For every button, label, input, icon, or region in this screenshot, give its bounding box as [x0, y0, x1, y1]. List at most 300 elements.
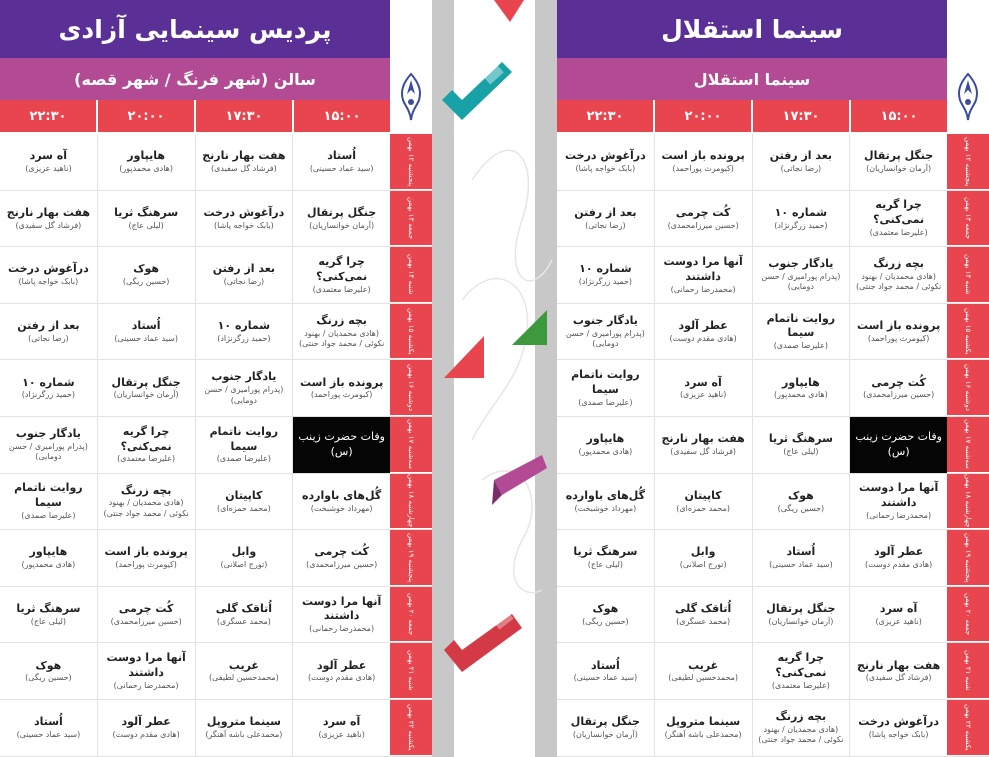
- film-director: (فرشاد گل سفیدی): [15, 220, 82, 230]
- time-slot-1: ۱۵:۰۰: [292, 100, 390, 132]
- screening-cell: [195, 360, 293, 416]
- screening-cell: [97, 587, 195, 643]
- film-director: (پدرام پورامیری / حسن دومایی): [204, 385, 284, 405]
- film-title: جنگل پرتقال: [111, 375, 181, 389]
- screening-cell: [97, 191, 195, 247]
- film-director: (کیومرث پوراحمد): [867, 333, 930, 343]
- screening-cell: [195, 474, 293, 530]
- film-director: (حسین ریگی): [777, 503, 825, 513]
- schedule-row: [557, 247, 989, 304]
- film-title: درآغوش درخت: [203, 205, 285, 219]
- film-director: (تورج اصلانی): [220, 560, 268, 570]
- film-director: (هادی مقدم دوست): [307, 673, 376, 683]
- screening-cell: [292, 191, 390, 247]
- schedule-row: [557, 700, 989, 757]
- time-slot-4: ۲۲:۳۰: [0, 100, 96, 132]
- date-label: دوشنبه ۱۶ بهمن: [947, 360, 989, 416]
- film-title: گُل‌های باوارده: [565, 488, 645, 502]
- film-director: (حسین میرزامحمدی): [306, 560, 378, 570]
- date-label: جمعه ۲۰ بهمن: [947, 587, 989, 643]
- date-label: پنجشنبه ۱۹ بهمن: [947, 530, 989, 586]
- festival-logo-icon: [390, 58, 432, 134]
- film-title: روایت ناتمام سیما: [209, 424, 279, 453]
- film-director: (ناهید عزیزی): [318, 729, 365, 739]
- date-label: دوشنبه ۱۶ بهمن: [390, 360, 432, 416]
- date-label: جمعه ۲۰ بهمن: [390, 587, 432, 643]
- film-title: هفت بهار نارنج: [856, 658, 941, 672]
- film-title: شماره ۱۰: [22, 375, 75, 389]
- screening-cell: [97, 643, 195, 699]
- film-director: (فرشاد گل سفیدی): [211, 164, 277, 174]
- film-title: هفت بهار نارنج: [202, 149, 286, 163]
- screening-cell: [195, 247, 293, 303]
- screening-cell: [0, 304, 97, 360]
- film-title: درآغوش درخت: [565, 149, 646, 163]
- film-director: (علیرضا معتمدی): [771, 680, 830, 690]
- film-title: هوک: [133, 262, 160, 276]
- film-director: (حسین میرزامحمدی): [863, 390, 935, 400]
- film-title: عطر آلود: [316, 658, 367, 672]
- screening-cell: [849, 530, 947, 586]
- film-director: (حسین ریگی): [122, 277, 170, 287]
- film-director: (محمدرضا رحمانی): [866, 511, 932, 520]
- film-title: پرونده باز است: [299, 375, 384, 389]
- screening-cell: [654, 247, 752, 303]
- screening-cell: [849, 360, 947, 416]
- film-title: شماره ۱۰: [217, 318, 271, 332]
- screening-cell: [557, 530, 654, 586]
- film-director: (حمید زرگرنژاد): [578, 277, 633, 287]
- film-director: (حسین میرزامحمدی): [110, 616, 182, 626]
- film-title: بعد از رفتن: [769, 149, 833, 163]
- date-label: شنبه ۲۱ بهمن: [390, 643, 432, 699]
- screening-cell: [752, 304, 850, 360]
- screening-cell: [654, 417, 752, 473]
- left-schedule-panel: [0, 0, 432, 757]
- film-director: (رضا نجاتی): [28, 333, 69, 343]
- screening-cell: [654, 700, 752, 756]
- screening-cell: [292, 304, 390, 360]
- film-title: جنگل پرتقال: [570, 715, 640, 729]
- film-title: هایپاور: [586, 432, 625, 446]
- screening-cell: [97, 304, 195, 360]
- schedule-row: [0, 304, 432, 361]
- screening-cell: [195, 304, 293, 360]
- date-label: پنجشنبه ۱۹ بهمن: [390, 530, 432, 586]
- film-director: (پدرام پورامیری / حسن دومایی): [565, 328, 645, 348]
- screening-cell: [654, 134, 752, 190]
- screening-cell: [97, 360, 195, 416]
- schedule-row: [557, 530, 989, 587]
- schedule-row: [0, 247, 432, 304]
- screening-cell: [752, 587, 850, 643]
- screening-cell: [752, 530, 850, 586]
- screening-cell: [849, 304, 947, 360]
- film-title: آه سرد: [879, 601, 918, 615]
- film-director: (هادی محمدیان / بهنود نکوئی / محمد جواد جنتی): [758, 724, 844, 745]
- film-title: اُستاد: [131, 318, 161, 332]
- screening-cell: [0, 474, 97, 530]
- schedule-row: [557, 474, 989, 531]
- film-title: سرهنگ ثریا: [114, 205, 179, 219]
- film-title: روایت ناتمام سیما: [766, 311, 836, 340]
- schedule-row: [557, 134, 989, 191]
- film-director: (مهرداد خوشبخت): [310, 503, 373, 513]
- screening-cell: [654, 191, 752, 247]
- film-director: (فرشاد گل سفیدی): [865, 673, 932, 683]
- film-title: یادگار جنوب: [768, 257, 834, 271]
- film-title: آنها مرا دوست داشتند: [301, 594, 382, 623]
- date-label: سه‌شنبه ۱۷ بهمن: [390, 417, 432, 473]
- film-title: چرا گریه نمی‌کنی؟: [775, 651, 827, 679]
- film-title: بعد از رفتن: [17, 318, 80, 332]
- film-title: اُستاد: [33, 715, 63, 729]
- screening-cell: [195, 191, 293, 247]
- film-director: (علیرضا صمدی): [216, 454, 271, 464]
- film-director: (حسین میرزامحمدی): [667, 220, 739, 230]
- time-slot-4: ۲۲:۳۰: [557, 100, 653, 132]
- film-director: (محمد عسگری): [676, 616, 731, 626]
- schedule-row: [0, 191, 432, 248]
- screening-cell: [557, 474, 654, 530]
- date-label: شنبه ۱۴ بهمن: [390, 247, 432, 303]
- film-director: (محمد حمزه‌ای): [676, 503, 730, 513]
- film-director: (محمدحسین لطیفی): [668, 673, 739, 683]
- film-director: (حمید زرگرنژاد): [774, 220, 828, 230]
- film-title: درآغوش درخت: [8, 262, 89, 276]
- film-director: (آرمان خوانساریان): [309, 220, 375, 230]
- screening-cell: [849, 247, 947, 303]
- schedule-row: [0, 643, 432, 700]
- right-schedule-panel: [557, 0, 989, 757]
- screening-cell: [292, 643, 390, 699]
- film-director: (فرشاد گل سفیدی): [670, 446, 737, 456]
- date-label: یکشنبه ۲۲ بهمن: [947, 700, 989, 756]
- screening-cell: [849, 191, 947, 247]
- film-director: (هادی مقدم دوست): [864, 560, 933, 570]
- film-director: (پدرام پورامیری / حسن دومایی): [761, 272, 841, 292]
- film-director: (هادی محمدیان / بهنود نکوئی / محمد جواد جنتی): [299, 328, 385, 348]
- screening-cell: [292, 474, 390, 530]
- film-director: (رضا نجاتی): [223, 277, 265, 287]
- film-title: چرا گریه نمی‌کنی؟: [120, 424, 172, 453]
- screening-cell: [195, 700, 293, 756]
- hall-name: سالن (شهر فرنگ / شهر قصه): [0, 58, 390, 100]
- screening-cell: [292, 530, 390, 586]
- screening-cell: [752, 474, 850, 530]
- screening-cell: [0, 247, 97, 303]
- screening-cell: [0, 360, 97, 416]
- date-label: یکشنبه ۱۵ بهمن: [390, 304, 432, 360]
- film-title: کُت چرمی: [118, 601, 174, 615]
- screening-cell: [849, 587, 947, 643]
- screening-cell: [654, 360, 752, 416]
- film-director: (ناهید عزیزی): [875, 616, 922, 626]
- schedule-row: [0, 530, 432, 587]
- schedule-row: [0, 474, 432, 531]
- film-director: (هادی محمدپور): [578, 446, 633, 456]
- film-director: (هادی محمدیان / بهنود نکوئی / محمد جواد جنتی): [103, 498, 189, 518]
- film-director: (آرمان خوانساریان): [866, 164, 932, 174]
- film-title: عطر آلود: [121, 715, 171, 729]
- film-title: آه سرد: [322, 715, 361, 729]
- screening-cell: [195, 530, 293, 586]
- screening-cell: [97, 530, 195, 586]
- screening-cell: [0, 134, 97, 190]
- film-title: بچه زرنگ: [316, 313, 367, 327]
- film-title: کُت چرمی: [871, 375, 926, 389]
- film-director: (علیرضا معتمدی): [117, 454, 176, 464]
- film-director: (محمد عسگری): [216, 616, 271, 626]
- time-slot-2: ۱۷:۳۰: [751, 100, 849, 132]
- schedule-row: [0, 360, 432, 417]
- film-director: (محمدحسین لطیفی): [208, 673, 279, 683]
- film-title: هفت بهار نارنج: [661, 432, 745, 446]
- film-title: جنگل پرتقال: [864, 149, 934, 163]
- screening-cell: [195, 134, 293, 190]
- film-title: پرونده باز است: [661, 149, 745, 163]
- film-title: آنها مرا دوست داشتند: [663, 254, 743, 283]
- film-director: (پدرام پورامیری / حسن دومایی): [8, 441, 88, 462]
- film-title: گُل‌های باوارده: [302, 488, 382, 502]
- film-title: کُت چرمی: [675, 205, 731, 219]
- screening-cell: [292, 587, 390, 643]
- film-director: (بابک خواجه پاشا): [18, 277, 79, 287]
- film-title: وابل: [690, 545, 716, 559]
- film-director: (رضا نجاتی): [780, 164, 822, 174]
- screening-cell: [752, 360, 850, 416]
- film-director: (علیرضا معتمدی): [312, 284, 371, 294]
- screening-cell: [849, 700, 947, 756]
- schedule-row: [557, 191, 989, 248]
- schedule-row: [0, 134, 432, 191]
- film-director: (کیومرث پوراحمد): [310, 390, 373, 400]
- film-director: (علیرضا صمدی): [773, 341, 828, 351]
- film-title: هایپاور: [782, 375, 820, 389]
- film-title: یادگار جنوب: [15, 426, 81, 440]
- screening-cell: [752, 247, 850, 303]
- film-title: اُتاقک گلی: [215, 601, 273, 615]
- film-title: یادگار جنوب: [211, 370, 277, 384]
- screening-cell: [292, 134, 390, 190]
- holiday-cell: [292, 417, 390, 473]
- screening-cell: [557, 700, 654, 756]
- film-title: شماره ۱۰: [774, 205, 828, 219]
- film-director: (ناهید عزیزی): [25, 164, 72, 174]
- film-director: (هادی محمدپور): [119, 164, 174, 174]
- screening-cell: [292, 247, 390, 303]
- date-label: جمعه ۱۳ بهمن: [390, 191, 432, 247]
- film-director: (آرمان خوانساریان): [768, 616, 834, 626]
- screening-cell: [557, 247, 654, 303]
- screening-cell: [557, 360, 654, 416]
- film-title: هایپاور: [29, 545, 68, 559]
- film-title: سینما متروپل: [666, 715, 741, 729]
- film-title: کُت چرمی: [314, 545, 369, 559]
- film-director: (هادی مقدم دوست): [669, 333, 737, 343]
- film-title: سرهنگ ثریا: [573, 545, 638, 559]
- film-title: وفات حضرت زینب (س): [298, 429, 385, 458]
- time-slot-3: ۲۰:۰۰: [96, 100, 194, 132]
- film-title: جنگل پرتقال: [307, 205, 377, 219]
- film-director: (لیلی عاج): [783, 446, 819, 456]
- screening-cell: [97, 700, 195, 756]
- screening-cell: [557, 134, 654, 190]
- screening-cell: [557, 417, 654, 473]
- film-director: (محمدعلی باشه آهنگر): [664, 729, 742, 739]
- film-director: (سید عماد حسینی): [309, 164, 374, 174]
- film-director: (ناهید عزیزی): [679, 390, 727, 400]
- screening-cell: [849, 474, 947, 530]
- screening-cell: [752, 134, 850, 190]
- film-title: عطر آلود: [873, 545, 924, 559]
- film-title: بعد از رفتن: [574, 205, 637, 219]
- screening-cell: [292, 360, 390, 416]
- film-title: عطر آلود: [678, 318, 728, 332]
- film-title: اُتاقک گلی: [674, 601, 732, 615]
- screening-cell: [292, 700, 390, 756]
- film-title: هایپاور: [127, 149, 165, 163]
- film-title: یادگار جنوب: [572, 313, 638, 327]
- film-title: کاپیتان: [225, 488, 263, 502]
- schedule-row: [0, 587, 432, 644]
- film-director: (مهرداد خوشبخت): [574, 503, 637, 513]
- film-director: (سید عماد حسینی): [16, 729, 81, 739]
- screening-cell: [0, 643, 97, 699]
- festival-logo-icon: [947, 58, 989, 134]
- film-title: اُستاد: [590, 658, 620, 672]
- film-director: (آرمان خوانساریان): [113, 390, 179, 400]
- film-director: (هادی محمدپور): [774, 390, 828, 400]
- film-director: (هادی محمدپور): [21, 560, 76, 570]
- screening-cell: [0, 530, 97, 586]
- date-label: چهارشنبه ۱۸ بهمن: [390, 474, 432, 530]
- film-director: (محمدعلی باشه آهنگر): [205, 729, 283, 739]
- screening-cell: [0, 700, 97, 756]
- date-label: جمعه ۱۳ بهمن: [947, 191, 989, 247]
- date-label: یکشنبه ۱۵ بهمن: [947, 304, 989, 360]
- film-title: وفات حضرت زینب (س): [855, 429, 942, 458]
- screening-cell: [752, 417, 850, 473]
- film-director: (علیرضا صمدی): [578, 397, 633, 407]
- film-director: (محمدرضا رحمانی): [670, 284, 736, 294]
- cinema-title: سینما استقلال: [557, 0, 947, 58]
- film-title: پرونده باز است: [104, 545, 188, 559]
- film-director: (حمید زرگرنژاد): [217, 333, 271, 343]
- cinema-title: پردیس سینمایی آزادی: [0, 0, 390, 58]
- film-title: غریب: [228, 658, 259, 672]
- date-label: پنجشنبه ۱۲ بهمن: [390, 134, 432, 190]
- date-label: سه‌شنبه ۱۷ بهمن: [947, 417, 989, 473]
- time-slot-3: ۲۰:۰۰: [653, 100, 751, 132]
- date-label: چهارشنبه ۱۸ بهمن: [947, 474, 989, 530]
- time-slot-2: ۱۷:۳۰: [194, 100, 292, 132]
- screening-cell: [654, 643, 752, 699]
- date-label: شنبه ۲۱ بهمن: [947, 643, 989, 699]
- time-header-row: [557, 100, 947, 132]
- film-director: (حسین ریگی): [582, 616, 629, 626]
- film-director: (هادی مقدم دوست): [112, 729, 180, 739]
- film-director: (لیلی عاج): [587, 560, 624, 570]
- schedule-row: [557, 587, 989, 644]
- film-director: (بابک خواجه پاشا): [868, 729, 929, 739]
- film-title: سینما متروپل: [206, 715, 281, 729]
- center-decoration: [432, 0, 557, 757]
- film-title: هوک: [787, 488, 814, 502]
- film-director: (آرمان خوانساریان): [572, 729, 638, 739]
- film-title: بچه زرنگ: [120, 483, 172, 497]
- screening-cell: [654, 587, 752, 643]
- date-label: پنجشنبه ۱۲ بهمن: [947, 134, 989, 190]
- film-title: روایت ناتمام سیما: [571, 368, 640, 396]
- schedule-row: [557, 360, 989, 417]
- film-title: روایت ناتمام سیما: [14, 481, 83, 510]
- screening-cell: [752, 700, 850, 756]
- film-director: (بابک خواجه پاشا): [214, 220, 274, 230]
- film-title: آه سرد: [29, 149, 68, 163]
- schedule-row: [0, 700, 432, 757]
- film-director: (کیومرث پوراحمد): [115, 560, 177, 570]
- film-title: درآغوش درخت: [858, 715, 939, 729]
- time-slot-1: ۱۵:۰۰: [849, 100, 947, 132]
- film-title: بچه زرنگ: [873, 257, 924, 271]
- screening-cell: [97, 247, 195, 303]
- time-header-row: [0, 100, 390, 132]
- screening-cell: [752, 191, 850, 247]
- film-title: جنگل پرتقال: [766, 601, 836, 615]
- screening-cell: [195, 417, 293, 473]
- film-title: اُستاد: [786, 545, 816, 559]
- film-title: چرا گریه نمی‌کنی؟: [316, 254, 368, 283]
- film-ribbon-graphics: [432, 0, 557, 757]
- film-director: (لیلی عاج): [128, 220, 164, 230]
- film-title: آه سرد: [684, 375, 722, 389]
- screening-cell: [557, 191, 654, 247]
- schedule-row: [557, 643, 989, 700]
- film-title: وابل: [231, 545, 257, 559]
- film-title: شماره ۱۰: [579, 262, 632, 276]
- film-title: سرهنگ ثریا: [768, 432, 833, 446]
- film-director: (هادی محمدیان / بهنود نکوئی / محمد جواد جنتی): [856, 272, 942, 292]
- screening-cell: [97, 474, 195, 530]
- schedule-rows: [557, 134, 989, 757]
- film-title: پرونده باز است: [856, 318, 941, 332]
- screening-cell: [195, 587, 293, 643]
- film-title: غریب: [688, 658, 719, 672]
- film-director: (تورج اصلانی): [679, 560, 727, 570]
- film-title: سرهنگ ثریا: [16, 601, 81, 615]
- screening-cell: [849, 643, 947, 699]
- film-title: آنها مرا دوست داشتند: [858, 481, 939, 510]
- film-title: کاپیتان: [684, 488, 722, 502]
- film-director: (حمید زرگرنژاد): [21, 390, 76, 400]
- film-director: (علیرضا صمدی): [21, 511, 76, 520]
- screening-cell: [0, 191, 97, 247]
- screening-cell: [195, 643, 293, 699]
- screening-cell: [654, 304, 752, 360]
- film-title: هفت بهار نارنج: [6, 205, 91, 219]
- screening-cell: [0, 417, 97, 473]
- date-label: شنبه ۱۴ بهمن: [947, 247, 989, 303]
- film-director: (محمدرضا رحمانی): [309, 624, 375, 634]
- screening-cell: [97, 417, 195, 473]
- screening-cell: [557, 304, 654, 360]
- film-title: اُستاد: [327, 149, 357, 163]
- schedule-row: [557, 304, 989, 361]
- film-director: (بابک خواجه پاشا): [575, 164, 636, 174]
- screening-cell: [752, 643, 850, 699]
- film-title: هوک: [35, 658, 62, 672]
